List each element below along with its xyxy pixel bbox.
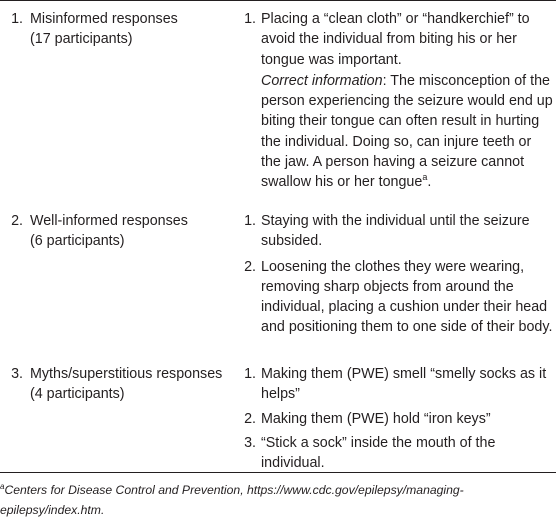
item-text: Making them (PWE) hold “iron keys” [261, 410, 491, 427]
list-item [232, 433, 554, 474]
item-text: Staying with the individual until the seizure subsided. [261, 213, 530, 250]
list-item [232, 9, 554, 193]
list-item [232, 364, 554, 405]
item-number: 2. [244, 258, 256, 275]
category-cell [0, 9, 226, 50]
footnote-text: Centers for Disease Control and Prevention, https://www.cdc.gov/epilepsy/managing-epilepsy/index.htm. [0, 483, 464, 517]
list-item [232, 211, 554, 252]
footnote-marker: a [0, 481, 5, 491]
responses-cell [232, 9, 554, 193]
item-number: 1. [244, 11, 256, 27]
category-cell [0, 211, 226, 252]
item-number: 1. [244, 366, 256, 382]
category-label: Misinformed responses [30, 11, 178, 27]
item-number: 2. [244, 410, 256, 427]
item-text: “Stick a sock” inside the mouth of the individual. [261, 434, 496, 472]
responses-cell [232, 364, 554, 473]
category-label: Myths/superstitious responses [30, 366, 223, 382]
item-text: Placing a “clean cloth” or “handkerchief” to avoid the individual from biting his or her tongue was important. [261, 11, 530, 68]
list-item [232, 257, 554, 338]
item-text: Loosening the clothes they were wearing, removing sharp objects from around the individual, placing a cushion under their head and positioning them to one side of their body. [261, 258, 553, 336]
list-item [232, 409, 554, 429]
category-cell [0, 364, 226, 405]
table-footnote [0, 481, 556, 520]
item-number: 3. [244, 434, 256, 451]
category-count: (4 participants) [30, 386, 125, 403]
category-number: 2. [11, 213, 23, 229]
category-count: (6 participants) [30, 233, 125, 250]
correct-information-note [261, 71, 554, 193]
category-number: 3. [11, 366, 23, 382]
table-top-rule [0, 0, 556, 1]
table-bottom-rule [0, 472, 556, 473]
correct-information-text: : The misconception of the person experiencing the seizure would end up biting their tongue can often result in hurting the individual. Doing so, can injure teeth or the jaw. A person having a seizure cannot swallow his or her tongue [261, 72, 553, 191]
footnote-marker: a [422, 172, 428, 183]
category-number: 1. [11, 11, 23, 27]
correct-information-label: Correct information [261, 72, 383, 89]
category-label: Well-informed responses [30, 213, 188, 229]
item-text: Making them (PWE) smell “smelly socks as it helps” [261, 366, 547, 403]
responses-cell [232, 211, 554, 338]
item-number: 1. [244, 213, 256, 229]
sentence-end: . [427, 174, 432, 191]
category-count: (17 participants) [30, 31, 133, 48]
